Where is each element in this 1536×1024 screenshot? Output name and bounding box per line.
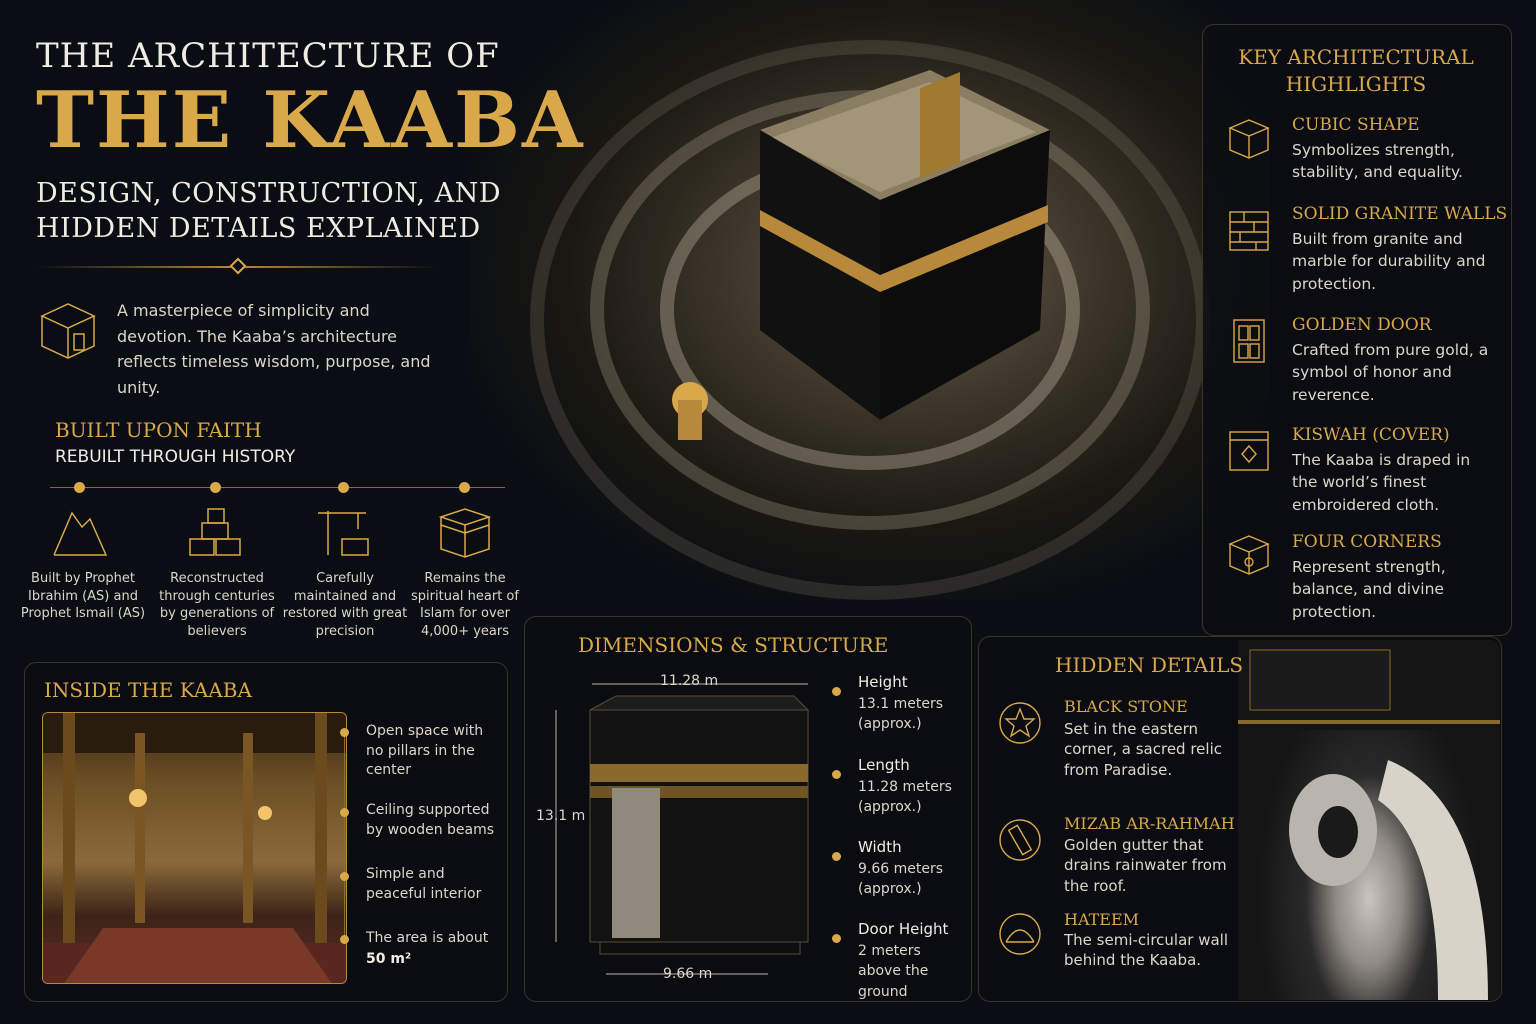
bullet-dot	[340, 935, 349, 944]
dim-side-label: 13.1 m	[536, 808, 586, 824]
crane-icon	[314, 505, 374, 559]
dim-item-title: Length	[858, 756, 910, 774]
key-item-title: KISWAH (COVER)	[1292, 425, 1450, 445]
faith-subtitle: REBUILT THROUGH HISTORY	[55, 447, 296, 467]
door-icon	[1226, 318, 1272, 364]
key-item-title: SOLID GRANITE WALLS	[1292, 204, 1508, 224]
kaaba-icon	[435, 505, 495, 559]
hidden-item-title: MIZAB AR-RAHMAH	[1064, 814, 1235, 833]
mountain-icon	[50, 505, 110, 559]
bullet-dot	[340, 728, 349, 737]
bullet-dot	[832, 852, 841, 861]
key-item-text: Built from granite and marble for durability and protection.	[1292, 230, 1486, 293]
hidden-item-text: The semi-circular wall behind the Kaaba.	[1064, 931, 1228, 970]
inside-title: INSIDE THE KAABA	[44, 678, 252, 702]
gutter-icon	[998, 818, 1042, 862]
kaaba-outline-icon	[36, 298, 100, 362]
divider-diamond-icon	[230, 258, 247, 275]
star-emblem-icon	[998, 701, 1042, 745]
key-item-title: GOLDEN DOOR	[1292, 315, 1432, 335]
corners-cube-icon	[1226, 532, 1272, 578]
cloth-icon	[1226, 428, 1272, 474]
key-item-text: Represent strength, balance, and divine protection.	[1292, 558, 1446, 621]
key-item-text: Crafted from pure gold, a symbol of honor and reverence.	[1292, 341, 1489, 404]
timeline-line	[50, 487, 505, 488]
inside-bullet: The area is about	[366, 930, 489, 946]
brick-wall-icon	[1226, 208, 1272, 254]
key-item-title: FOUR CORNERS	[1292, 532, 1442, 552]
timeline-dot	[210, 482, 221, 493]
hidden-item-text: Golden gutter that drains rainwater from the roof.	[1064, 836, 1227, 895]
arch-emblem-icon	[998, 912, 1042, 956]
timeline-text: Built by Prophet Ibrahim (AS) and Prophet Ismail (AS)	[20, 571, 146, 622]
dim-item-value: 13.1 meters (approx.)	[858, 696, 944, 733]
dim-item-title: Width	[858, 838, 902, 856]
bullet-dot	[340, 808, 349, 817]
bricks-icon	[186, 505, 246, 559]
key-item-text: The Kaaba is draped in the world’s finest embroidered cloth.	[1292, 451, 1471, 514]
title-block	[36, 36, 636, 246]
key-item-text: Symbolizes strength, stability, and equality.	[1292, 141, 1463, 182]
hidden-item-text: Set in the eastern corner, a sacred relic from Paradise.	[1064, 720, 1222, 779]
bullet-dot	[340, 872, 349, 881]
faith-title: BUILT UPON FAITH	[55, 418, 262, 442]
dim-item-value: 11.28 meters (approx.)	[858, 779, 952, 816]
kaaba-dimension-diagram	[530, 660, 850, 1000]
page-title: THE KAABA	[36, 75, 585, 166]
bullet-dot	[832, 770, 841, 779]
timeline-dot	[74, 482, 85, 493]
inside-bullet: Simple and peaceful interior	[366, 866, 482, 902]
inside-lead-line	[344, 732, 345, 942]
intro-text: A masterpiece of simplicity and devotion. The Kaaba’s architecture reflects timeless wisdom, purpose, and unity.	[117, 301, 431, 397]
dim-top-label: 11.28 m	[660, 673, 719, 689]
timeline-text: Carefully maintained and restored with great precision	[282, 571, 408, 639]
timeline-dot	[338, 482, 349, 493]
key-item-title: CUBIC SHAPE	[1292, 115, 1420, 135]
inside-bullet: Open space with no pillars in the center	[366, 723, 484, 779]
cube-icon	[1226, 116, 1272, 162]
dim-item-title: Door Height	[858, 920, 949, 938]
hidden-item-title: BLACK STONE	[1064, 697, 1188, 716]
title-line1: THE ARCHITECTURE OF	[36, 36, 500, 76]
key-highlights-title: KEY ARCHITECTURAL HIGHLIGHTS	[1238, 45, 1474, 96]
inside-area-value: 50 m²	[366, 951, 412, 967]
bullet-dot	[832, 934, 841, 943]
dim-bottom-label: 9.66 m	[663, 966, 713, 982]
timeline-dot	[459, 482, 470, 493]
timeline-text: Remains the spiritual heart of Islam for over 4,000+ years	[411, 571, 519, 639]
dim-item-value: 2 meters above the ground	[858, 943, 929, 1000]
black-stone-photo	[1238, 640, 1500, 1000]
dim-item-title: Height	[858, 673, 908, 691]
dim-item-value: 9.66 meters (approx.)	[858, 861, 944, 898]
dimensions-title: DIMENSIONS & STRUCTURE	[578, 633, 889, 657]
hidden-details-title: HIDDEN DETAILS	[1055, 653, 1244, 677]
inside-bullet: Ceiling supported by wooden beams	[366, 802, 495, 838]
hidden-item-title: HATEEM	[1064, 910, 1140, 929]
interior-photo	[42, 712, 347, 984]
bullet-dot	[832, 687, 841, 696]
timeline-text: Reconstructed through centuries by generations of believers	[159, 571, 275, 639]
page-subtitle: DESIGN, CONSTRUCTION, AND HIDDEN DETAILS EXPLAINED	[36, 177, 501, 244]
